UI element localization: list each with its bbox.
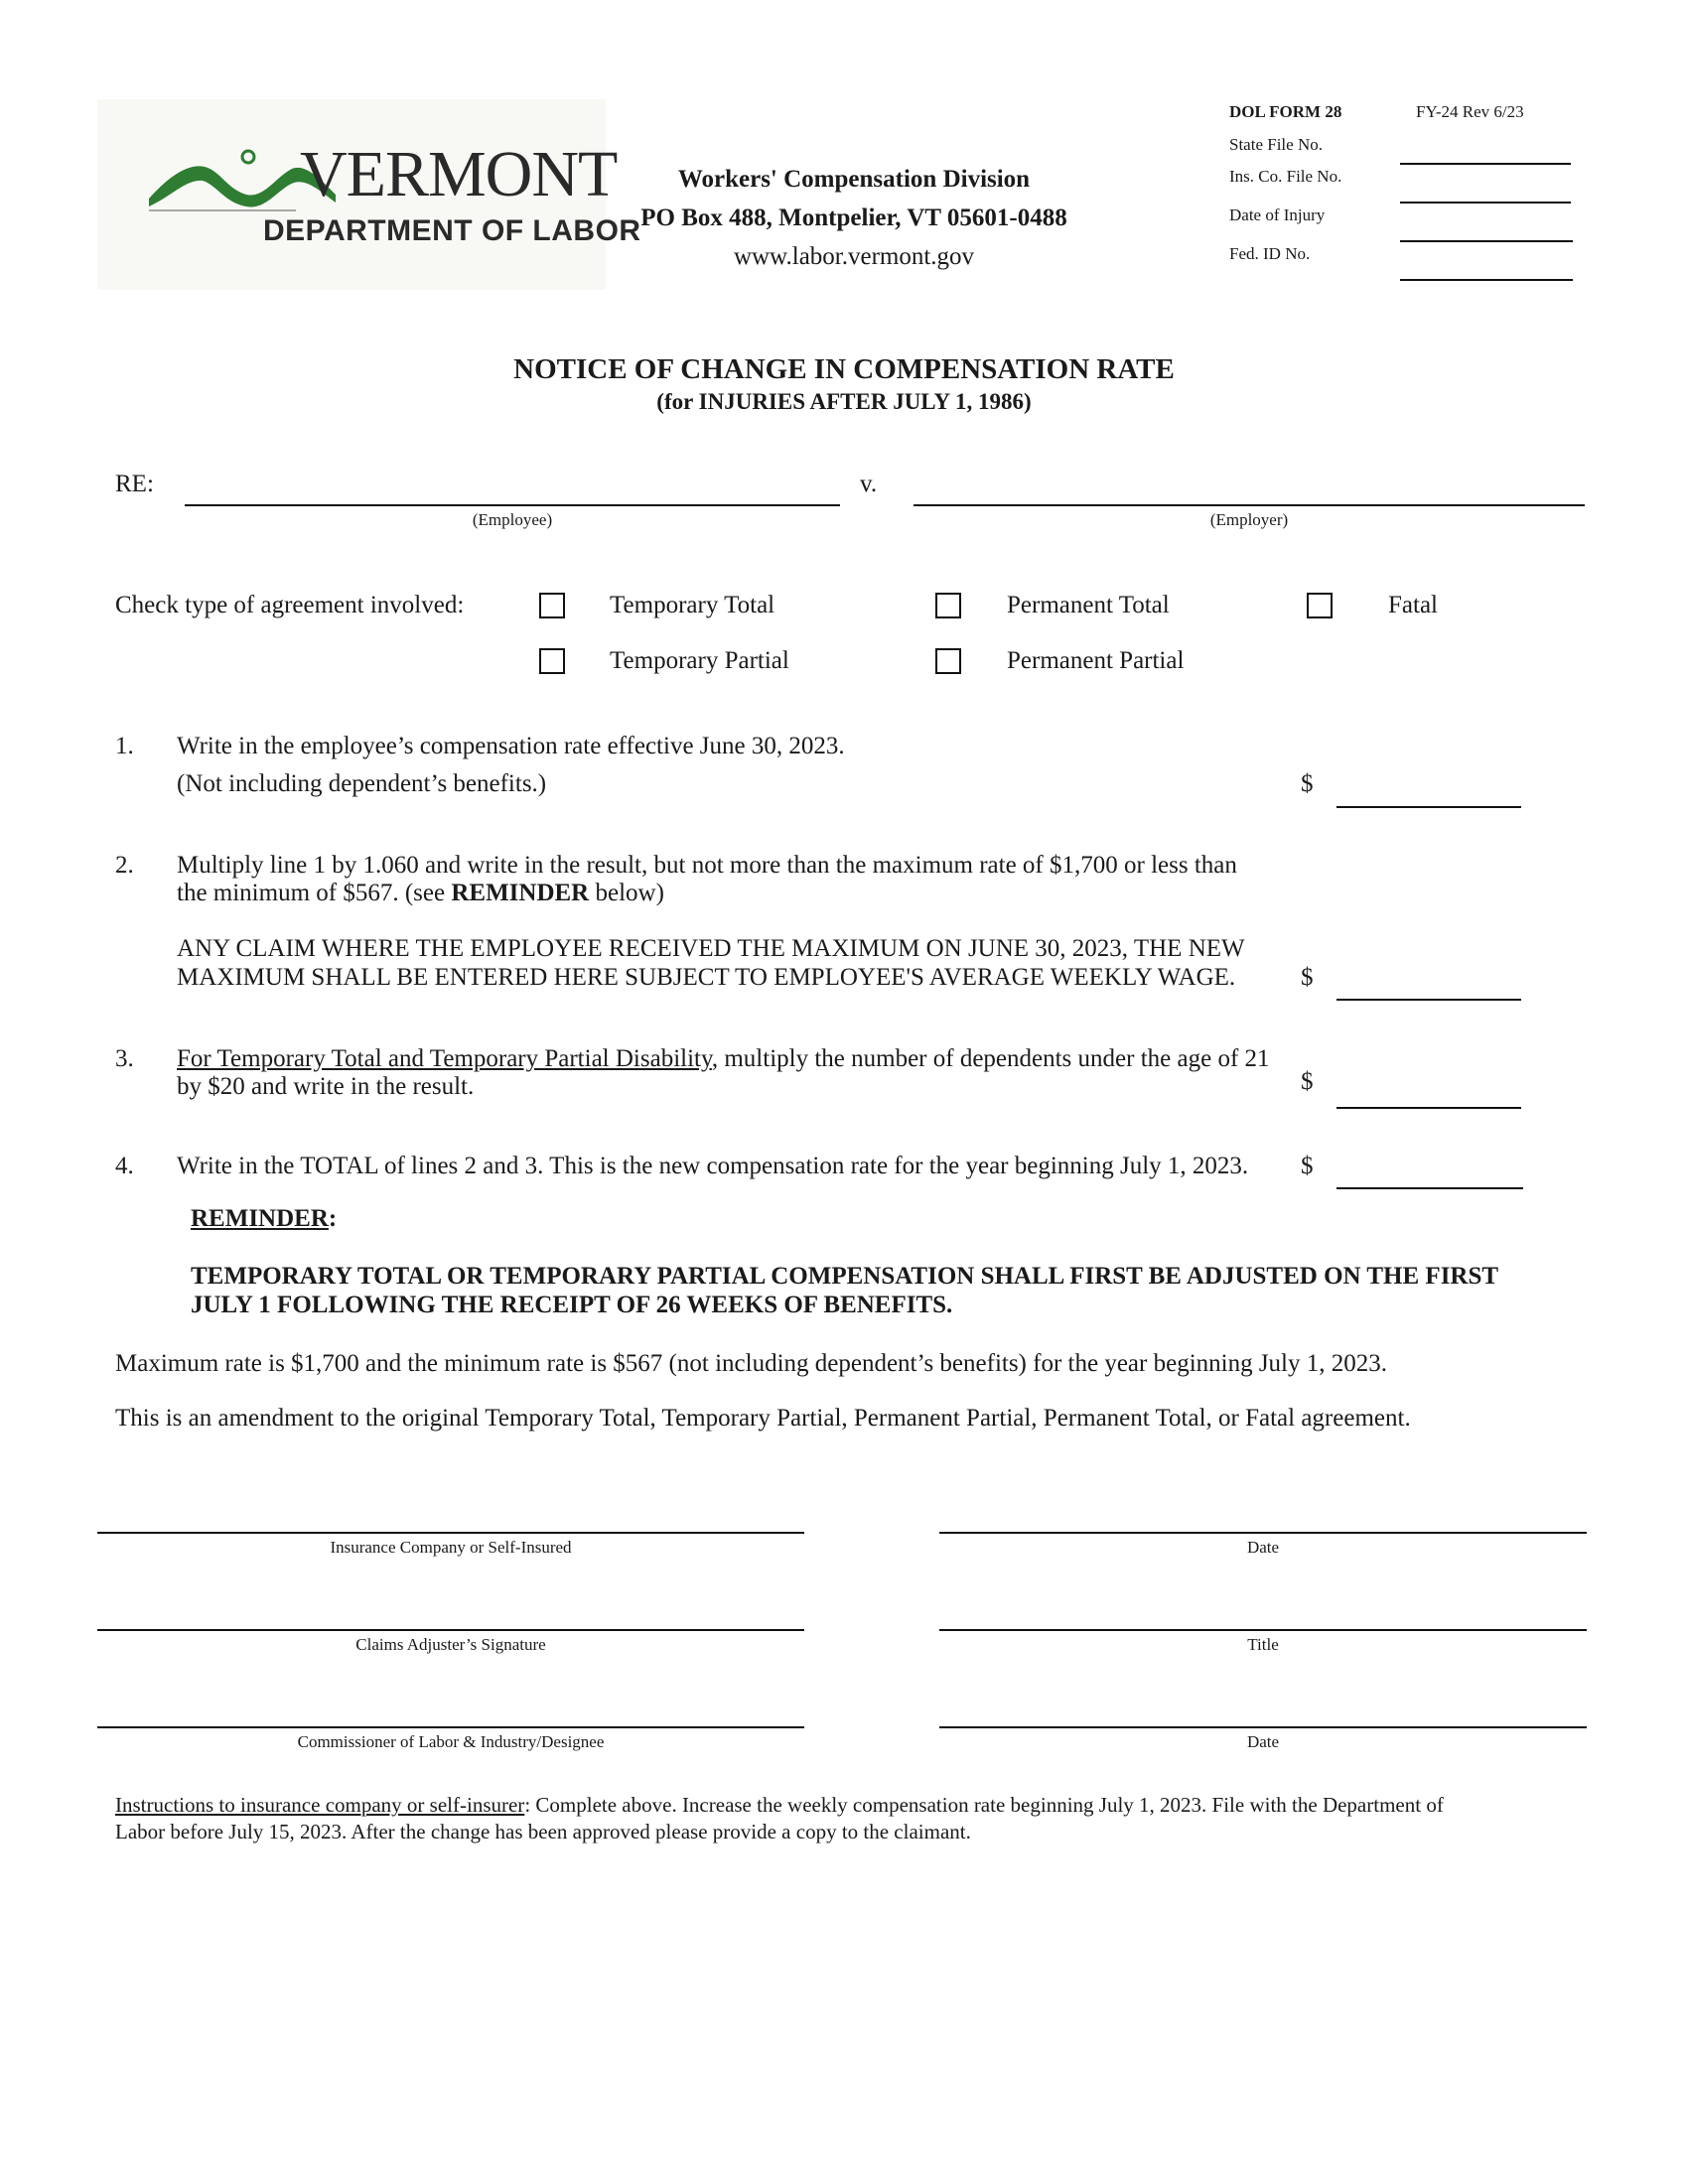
line-3-text-a (177, 1045, 1270, 1073)
line-2-caps-b: MAXIMUM SHALL BE ENTERED HERE SUBJECT TO EMPLOYEE'S AVERAGE WEEKLY WAGE. (177, 964, 1236, 991)
insurer-signature-line[interactable] (97, 1532, 804, 1534)
line-4-amount[interactable] (1336, 1187, 1523, 1189)
max-rate-note: Maximum rate is $1,700 and the minimum rate is $567 (not including dependent’s benefits) for the year beginning July 1, 2023. (115, 1350, 1388, 1377)
permanent-partial-label: Permanent Partial (1007, 647, 1185, 674)
line-2-text-a: Multiply line 1 by 1.060 and write in the result, but not more than the maximum rate of $1,700 or less than (177, 852, 1237, 879)
agreement-label: Check type of agreement involved: (115, 592, 465, 618)
line-2-text-b-part: the minimum of $567. (see (177, 880, 452, 906)
employee-caption: (Employee) (472, 510, 553, 529)
re-label: RE: (115, 471, 154, 497)
permanent-total-checkbox[interactable] (935, 593, 961, 618)
line-3-amount[interactable] (1336, 1107, 1521, 1109)
line-1-dollar: $ (1301, 770, 1314, 797)
versus-label: v. (860, 471, 878, 497)
division-website: www.labor.vermont.gov (733, 243, 975, 270)
line-1-text: Write in the employee’s compensation rate effective June 30, 2023. (177, 733, 845, 759)
fed-id-no-line[interactable] (1400, 240, 1573, 242)
division-address: PO Box 488, Montpelier, VT 05601-0488 (640, 205, 1067, 231)
instructions-text-b: Labor before July 15, 2023. After the change has been approved please provide a copy to the claimant. (115, 1820, 971, 1843)
page-subtitle: (for INJURIES AFTER JULY 1, 1986) (656, 389, 1032, 414)
commissioner-caption: Commissioner of Labor & Industry/Designee (297, 1732, 605, 1751)
line-2-reminder-ref: REMINDER (451, 880, 590, 906)
temporary-total-checkbox[interactable] (539, 593, 565, 618)
insurer-caption: Insurance Company or Self-Insured (330, 1538, 572, 1557)
page-title: NOTICE OF CHANGE IN COMPENSATION RATE (513, 353, 1175, 385)
fed-id-no-label: Fed. ID No. (1229, 244, 1311, 263)
line-3-text-b: by $20 and write in the result. (177, 1073, 475, 1100)
instructions-text-a: : Complete above. Increase the weekly compensation rate beginning July 1, 2023. File with the Department of (524, 1793, 1444, 1817)
adjuster-caption: Claims Adjuster’s Signature (355, 1635, 546, 1654)
temporary-partial-label: Temporary Partial (610, 647, 789, 674)
reminder-text-a: TEMPORARY TOTAL OR TEMPORARY PARTIAL COMPENSATION SHALL FIRST BE ADJUSTED ON THE FIRST (191, 1263, 1499, 1290)
logo-word: VERMONT (300, 138, 618, 210)
instructions-label: Instructions to insurance company or self-insurer (115, 1793, 525, 1817)
permanent-total-label: Permanent Total (1007, 592, 1170, 618)
line-4-dollar: $ (1301, 1153, 1314, 1179)
line-4-text: Write in the TOTAL of lines 2 and 3. This is the new compensation rate for the year beginning July 1, 2023. (177, 1153, 1249, 1179)
title-line[interactable] (939, 1629, 1587, 1631)
instructions-line-a (115, 1793, 1605, 1818)
form-revision: FY-24 Rev 6/23 (1416, 102, 1524, 121)
line-2-amount[interactable] (1336, 999, 1521, 1001)
permanent-partial-checkbox[interactable] (935, 648, 961, 674)
line-3-dollar: $ (1301, 1068, 1314, 1095)
line-2-dollar: $ (1301, 964, 1314, 991)
line-2-number: 2. (115, 852, 134, 879)
line-2-caps-a: ANY CLAIM WHERE THE EMPLOYEE RECEIVED THE MAXIMUM ON JUNE 30, 2023, THE NEW (177, 935, 1245, 962)
employer-line[interactable] (914, 504, 1585, 506)
line-2-text-b (177, 880, 664, 907)
state-file-no-label: State File No. (1229, 135, 1323, 154)
reminder-word: REMINDER (191, 1205, 329, 1232)
date-2-caption: Date (1246, 1732, 1280, 1751)
title-caption: Title (1247, 1635, 1279, 1654)
date-2-line[interactable] (939, 1726, 1587, 1728)
employer-caption: (Employer) (1209, 510, 1289, 529)
ins-co-file-no-label: Ins. Co. File No. (1229, 167, 1342, 186)
employee-line[interactable] (185, 504, 840, 506)
line-3-underlined: For Temporary Total and Temporary Partial Disability (177, 1045, 712, 1072)
line-1-note: (Not including dependent’s benefits.) (177, 770, 547, 797)
extra-header-line[interactable] (1400, 279, 1573, 281)
commissioner-signature-line[interactable] (97, 1726, 804, 1728)
line-3-number: 3. (115, 1045, 134, 1072)
amendment-note: This is an amendment to the original Temporary Total, Temporary Partial, Permanent Partial, Permanent Total, or Fatal agreement. (115, 1405, 1411, 1432)
temporary-partial-checkbox[interactable] (539, 648, 565, 674)
temporary-total-label: Temporary Total (610, 592, 775, 618)
date-of-injury-label: Date of Injury (1229, 205, 1326, 224)
date-of-injury-line[interactable] (1400, 202, 1571, 204)
ins-co-file-no-line[interactable] (1400, 163, 1571, 165)
line-1-amount[interactable] (1336, 806, 1521, 808)
line-4-number: 4. (115, 1153, 134, 1179)
date-1-line[interactable] (939, 1532, 1587, 1534)
adjuster-signature-line[interactable] (97, 1629, 804, 1631)
line-3-text-a-rest: , multiply the number of dependents under the age of 21 (711, 1045, 1270, 1072)
reminder-label (191, 1205, 337, 1233)
date-1-caption: Date (1246, 1538, 1280, 1557)
division-name: Workers' Compensation Division (677, 166, 1031, 193)
line-1-number: 1. (115, 733, 134, 759)
form-name: DOL FORM 28 (1229, 102, 1342, 121)
logo-subtitle: DEPARTMENT OF LABOR (263, 214, 641, 247)
fatal-checkbox[interactable] (1307, 593, 1333, 618)
reminder-text-b: JULY 1 FOLLOWING THE RECEIPT OF 26 WEEKS OF BENEFITS. (191, 1292, 953, 1318)
line-2-text-c: below) (589, 880, 664, 906)
reminder-colon: : (328, 1205, 338, 1232)
fatal-label: Fatal (1388, 592, 1438, 618)
